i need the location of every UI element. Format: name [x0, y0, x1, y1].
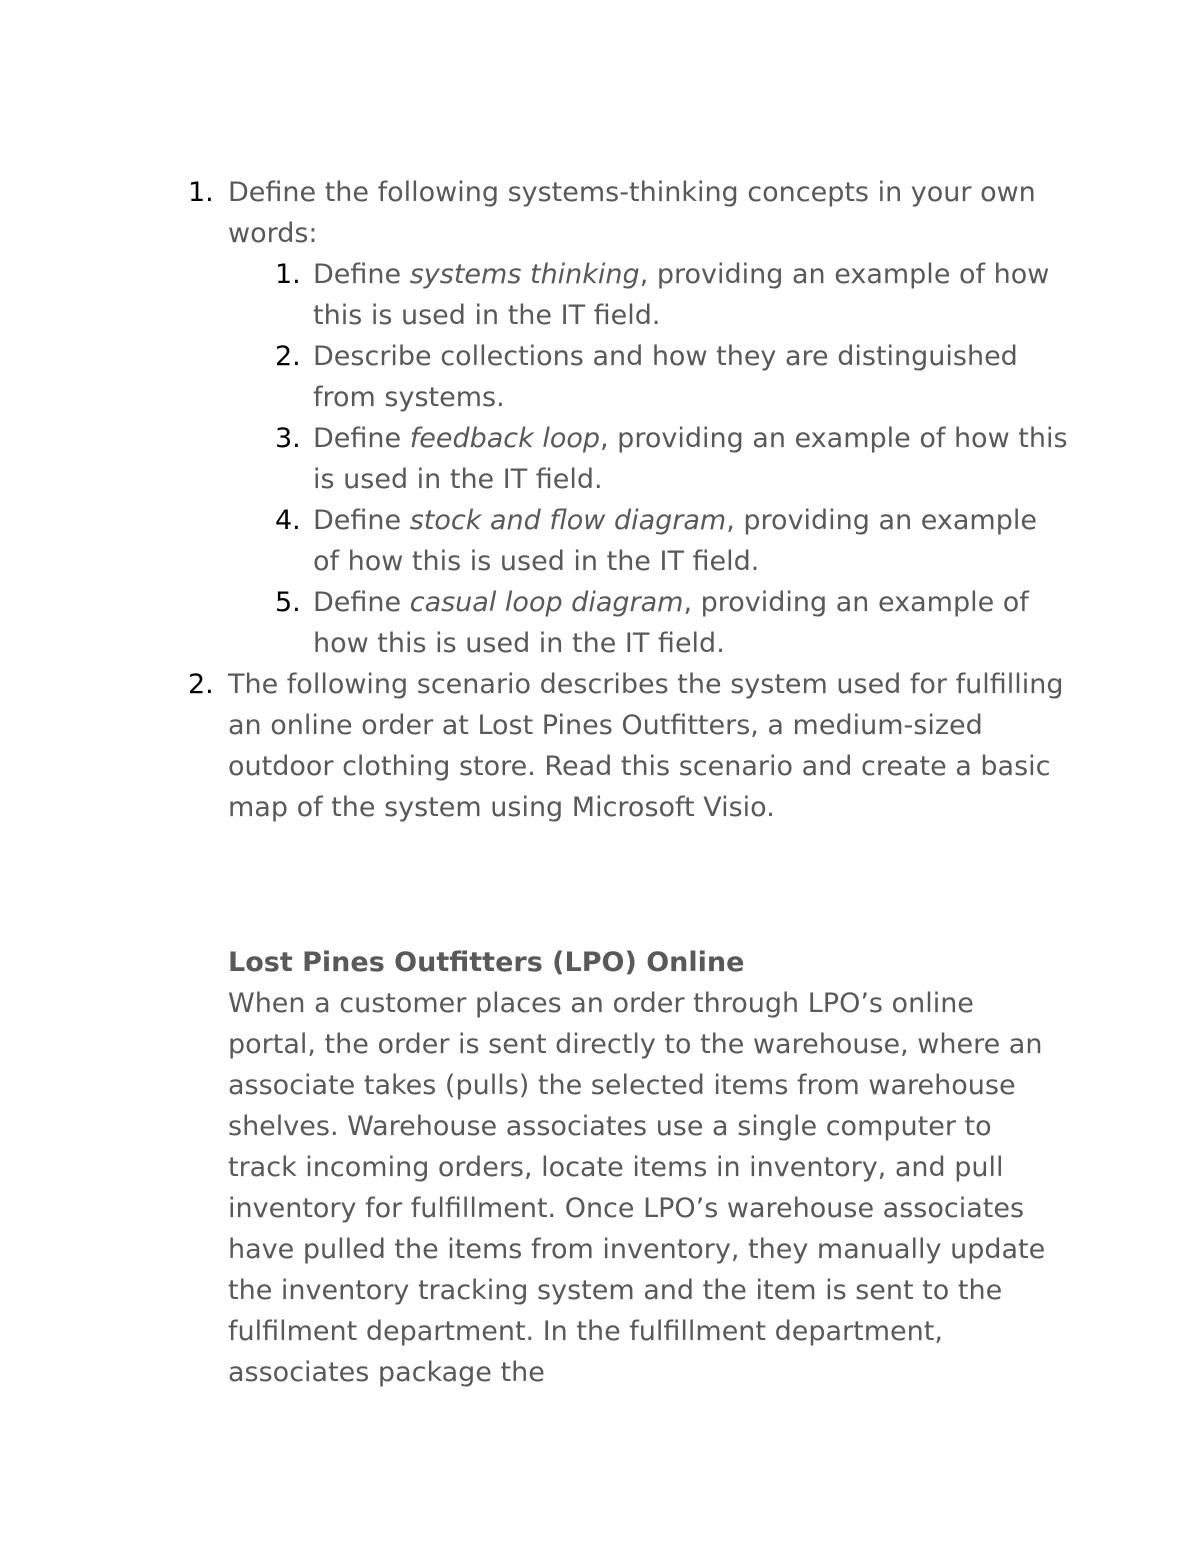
subquestion-text: Define — [313, 505, 410, 536]
subquestion-1 — [275, 254, 1068, 336]
question-text: Define the following systems-thinking concepts in your own words: — [228, 177, 1036, 249]
question-2 — [188, 664, 1068, 828]
subquestion-text: Define — [313, 259, 410, 290]
question-number: 2. — [188, 669, 214, 700]
subquestion-term: feedback loop — [409, 423, 601, 454]
subquestion-text-end: , providing an example of how this is used in the IT field. — [313, 259, 1050, 331]
question-list — [188, 172, 1068, 828]
subquestion-text-end: , providing an example of how this is used in the IT field. — [313, 587, 1029, 659]
subquestion-text: Describe collections and how they are distinguished from systems. — [313, 341, 1018, 413]
subquestion-number: 4. — [275, 505, 301, 536]
question-number: 1. — [188, 177, 214, 208]
scenario-title: Lost Pines Outfitters (LPO) Online — [228, 947, 745, 978]
question-1 — [188, 172, 1068, 664]
question-text: The following scenario describes the system used for fulfilling an online order at Lost Pines Outfitters, a medium-sized outdoor clothing store. Read this scenario and create a basic map of the system using Microsoft Visio. — [228, 669, 1064, 823]
subquestion-term: casual loop diagram — [409, 587, 684, 618]
subquestion-text-end: , providing an example of how this is used in the IT field. — [313, 423, 1068, 495]
subquestion-text: Define — [313, 423, 410, 454]
subquestion-5 — [275, 582, 1068, 664]
subquestion-number: 1. — [275, 259, 301, 290]
scenario-body: When a customer places an order through LPO’s online portal, the order is sent directly to the warehouse, where an associate takes (pulls) the selected items from warehouse shelves. Warehouse associates use a single computer to track incoming orders, locate items in inventory, and pull inventory for fulfillment. Once LPO’s warehouse associates have pulled the items from inventory, they manually update the inventory tracking system and the item is sent to the fulfilment department. In the fulfillment department, associates package the — [228, 988, 1046, 1388]
subquestion-number: 2. — [275, 341, 301, 372]
subquestion-3 — [275, 418, 1068, 500]
subquestion-4 — [275, 500, 1068, 582]
subquestion-term: systems thinking — [409, 259, 640, 290]
subquestion-2 — [275, 336, 1068, 418]
scenario-section — [228, 942, 1068, 1393]
subquestion-term: stock and flow diagram — [409, 505, 727, 536]
subquestion-number: 5. — [275, 587, 301, 618]
subquestion-text-end: , providing an example of how this is used in the IT field. — [313, 505, 1037, 577]
subquestion-list — [228, 254, 1068, 664]
subquestion-number: 3. — [275, 423, 301, 454]
subquestion-text: Define — [313, 587, 410, 618]
